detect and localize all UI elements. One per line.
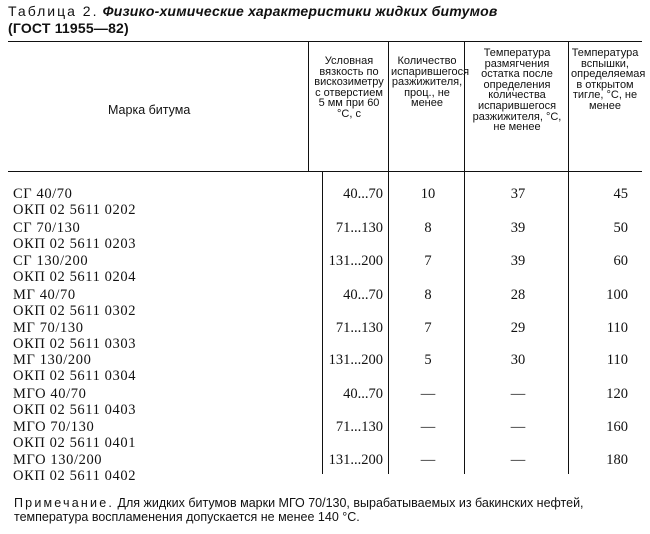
header-separator	[308, 42, 309, 171]
softening-cell: 29	[510, 320, 526, 336]
table-row-brand: МГ 40/70	[13, 287, 76, 303]
table-row-code: ОКП 02 5611 0401	[13, 435, 137, 451]
softening-cell: —	[510, 386, 526, 402]
table-row-code: ОКП 02 5611 0204	[13, 269, 137, 285]
note-label: Примечание.	[14, 496, 115, 510]
viscosity-cell: 131...200	[328, 352, 383, 368]
header-separator	[464, 42, 465, 171]
header-separator	[388, 42, 389, 171]
table-note	[14, 497, 646, 524]
viscosity-cell: 71...130	[335, 320, 383, 336]
table-top-rule	[8, 41, 642, 42]
flash-cell: 100	[606, 287, 628, 303]
table-row-code: ОКП 02 5611 0302	[13, 303, 137, 319]
flash-cell: 180	[606, 452, 628, 468]
header-separator	[568, 42, 569, 171]
table-row-brand: СГ 130/200	[13, 253, 89, 269]
table-row-brand: МГО 40/70	[13, 386, 87, 402]
table-row-brand: МГ 70/130	[13, 320, 84, 336]
viscosity-cell: 40...70	[343, 386, 383, 402]
flash-cell: 110	[606, 352, 628, 368]
table-row-brand: СГ 40/70	[13, 186, 73, 202]
evaporated-cell: —	[420, 419, 436, 435]
table-label: Таблица 2.	[8, 3, 99, 19]
evaporated-cell: 8	[424, 287, 432, 303]
table-row-code: ОКП 02 5611 0203	[13, 236, 137, 252]
header-softening: Температура размягчения остатка после определения количества испарившегося разжижителя, °С, не менее	[472, 47, 562, 134]
flash-cell: 110	[606, 320, 628, 336]
table-row-code: ОКП 02 5611 0303	[13, 336, 137, 352]
softening-cell: —	[510, 452, 526, 468]
softening-cell: 30	[510, 352, 526, 368]
evaporated-cell: —	[420, 452, 436, 468]
viscosity-cell: 40...70	[343, 186, 383, 202]
flash-cell: 60	[613, 253, 628, 269]
table-row-brand: МГО 70/130	[13, 419, 95, 435]
flash-cell: 120	[606, 386, 628, 402]
viscosity-cell: 131...200	[328, 452, 383, 468]
evaporated-cell: 8	[424, 220, 432, 236]
table-row-code: ОКП 02 5611 0403	[13, 402, 137, 418]
header-bottom-rule	[8, 171, 642, 172]
header-viscosity: Условная вязкость по вискозиметру с отверстием 5 мм при 60 °С, с	[314, 55, 384, 120]
evaporated-cell: 10	[420, 186, 436, 202]
table-row-code: ОКП 02 5611 0304	[13, 368, 137, 384]
softening-cell: 37	[510, 186, 526, 202]
softening-cell: —	[510, 419, 526, 435]
table-title: Физико-химические характеристики жидких битумов	[102, 3, 498, 19]
header-flash: Температура вспышки, определяемая в открытом тигле, °С, не менее	[571, 47, 646, 112]
table-row-code: ОКП 02 5611 0402	[13, 468, 137, 484]
header-brand: Марка битума	[108, 103, 191, 117]
viscosity-cell: 40...70	[343, 287, 383, 303]
table-row-code: ОКП 02 5611 0202	[13, 202, 137, 218]
table-row-brand: МГ 130/200	[13, 352, 92, 368]
flash-cell: 45	[613, 186, 628, 202]
column-separator	[322, 172, 323, 474]
note-text: Для жидких битумов марки МГО 70/130, вырабатываемых из бакинских нефтей, температура воспламенения допускается не менее 140 °С.	[14, 496, 584, 524]
flash-cell: 50	[613, 220, 628, 236]
table-row-brand: СГ 70/130	[13, 220, 81, 236]
softening-cell: 39	[510, 220, 526, 236]
table-row-brand: МГО 130/200	[13, 452, 103, 468]
viscosity-cell: 71...130	[335, 220, 383, 236]
softening-cell: 39	[510, 253, 526, 269]
table-caption	[8, 3, 648, 37]
viscosity-cell: 131...200	[328, 253, 383, 269]
evaporated-cell: —	[420, 386, 436, 402]
evaporated-cell: 7	[424, 320, 432, 336]
gost-reference: (ГОСТ 11955—82)	[8, 20, 129, 36]
header-evaporated: Количество испарившегося разжижителя, проц., не менее	[391, 55, 470, 110]
softening-cell: 28	[510, 287, 526, 303]
evaporated-cell: 7	[424, 253, 432, 269]
column-separator	[568, 172, 569, 474]
viscosity-cell: 71...130	[335, 419, 383, 435]
flash-cell: 160	[606, 419, 628, 435]
evaporated-cell: 5	[424, 352, 432, 368]
